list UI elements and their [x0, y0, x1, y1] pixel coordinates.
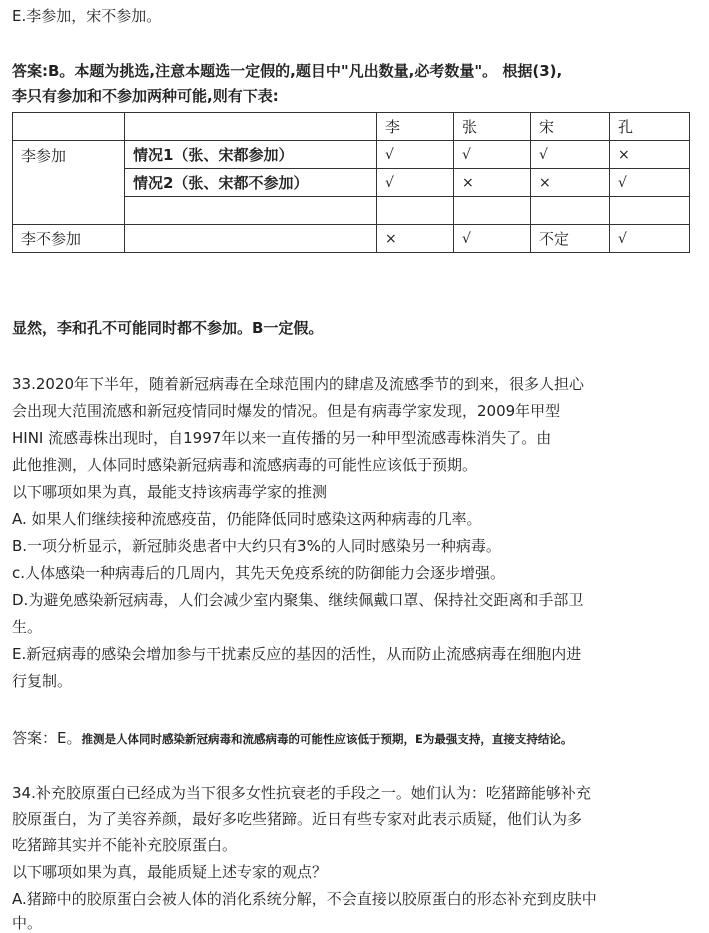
q34-option-a-line-1: A.猪蹄中的胶原蛋白会被人体的消化系统分解，不会直接以胶原蛋白的形态补充到皮肤中 — [12, 890, 597, 908]
q34-question: 以下哪项如果为真，最能质疑上述专家的观点？ — [12, 863, 328, 881]
q33-option-d-line-2: 生。 — [12, 618, 43, 636]
q33-line-2: 会出现大范围流感和新冠疫情同时爆发的情况。但是有病毒学家发现，2009年甲型 — [12, 402, 561, 420]
q33-option-e-line-2: 行复制。 — [12, 672, 73, 690]
header-zhang: 张 — [454, 113, 531, 141]
table-row — [13, 141, 690, 169]
header-kong: 孔 — [610, 113, 690, 141]
table-cell: 不定 — [531, 225, 610, 253]
q33-line-1: 33.2020年下半年，随着新冠病毒在全球范围内的肆虐及流感季节的到来，很多人担心 — [12, 375, 585, 393]
q33-answer-label: 答案：E。 — [12, 729, 82, 747]
table-cell: × — [454, 169, 531, 197]
conclusion-text: 显然，李和孔不可能同时都不参加。B一定假。 — [12, 319, 324, 337]
answer-intro-line-1: 答案:B。本题为挑选,注意本题选一定假的,题目中"凡出数量,必考数量"。 根据(3), — [12, 62, 563, 80]
analysis-table — [12, 112, 690, 253]
table-cell: × — [531, 169, 610, 197]
header-song: 宋 — [531, 113, 610, 141]
q33-option-d-line-1: D.为避免感染新冠病毒，人们会减少室内聚集、继续佩戴口罩、保持社交距离和手部卫 — [12, 591, 584, 609]
q33-line-3: HINI 流感毒株出现时，自1997年以来一直传播的另一种甲型流感毒株消失了。由 — [12, 429, 552, 447]
case-2-label: 情况2（张、宋都不参加） — [125, 169, 377, 197]
q33-question: 以下哪项如果为真，最能支持该病毒学家的推测 — [12, 483, 328, 501]
header-li: 李 — [377, 113, 454, 141]
table-cell: √ — [454, 141, 531, 169]
option-e-text: E.李参加，宋不参加。 — [12, 7, 162, 25]
table-row — [13, 225, 690, 253]
q34-line-3: 吃猪蹄其实并不能补充胶原蛋白。 — [12, 836, 238, 854]
table-cell: × — [610, 141, 690, 169]
table-cell: √ — [377, 141, 454, 169]
table-cell: × — [377, 225, 454, 253]
q33-option-e-line-1: E.新冠病毒的感染会增加参与干扰素反应的基因的活性，从而防止流感病毒在细胞内进 — [12, 645, 582, 663]
q33-option-a: A. 如果人们继续接种流感疫苗，仍能降低同时感染这两种病毒的几率。 — [12, 510, 482, 528]
row-head-li-not-join: 李不参加 — [13, 225, 125, 253]
case-1-label: 情况1（张、宋都参加） — [125, 141, 377, 169]
table-cell: √ — [610, 169, 690, 197]
answer-intro-line-2: 李只有参加和不参加两种可能,则有下表: — [12, 87, 279, 105]
table-cell: √ — [531, 141, 610, 169]
table-cell: √ — [610, 225, 690, 253]
table-cell: √ — [454, 225, 531, 253]
q33-option-c: c.人体感染一种病毒后的几周内，其先天免疫系统的防御能力会逐步增强。 — [12, 564, 506, 582]
q34-option-a-line-2: 中。 — [12, 914, 43, 932]
q33-answer-explanation: 推测是人体同时感染新冠病毒和流感病毒的可能性应该低于预期，E为最强支持，直接支持结论。 — [81, 732, 573, 746]
q34-line-1: 34.补充胶原蛋白已经成为当下很多女性抗衰老的手段之一。她们认为：吃猪蹄能够补充 — [12, 784, 591, 802]
q34-line-2: 胶原蛋白，为了美容养颜，最好多吃些猪蹄。近日有些专家对此表示质疑，他们认为多 — [12, 810, 583, 828]
q33-answer — [12, 728, 572, 749]
q33-line-4: 此他推测，人体同时感染新冠病毒和流感病毒的可能性应该低于预期。 — [12, 456, 478, 474]
q33-option-b: B.一项分析显示，新冠肺炎患者中大约只有3%的人同时感染另一种病毒。 — [12, 537, 501, 555]
table-cell: √ — [377, 169, 454, 197]
row-head-li-join: 李参加 — [13, 141, 125, 225]
table-header-row — [13, 113, 690, 141]
